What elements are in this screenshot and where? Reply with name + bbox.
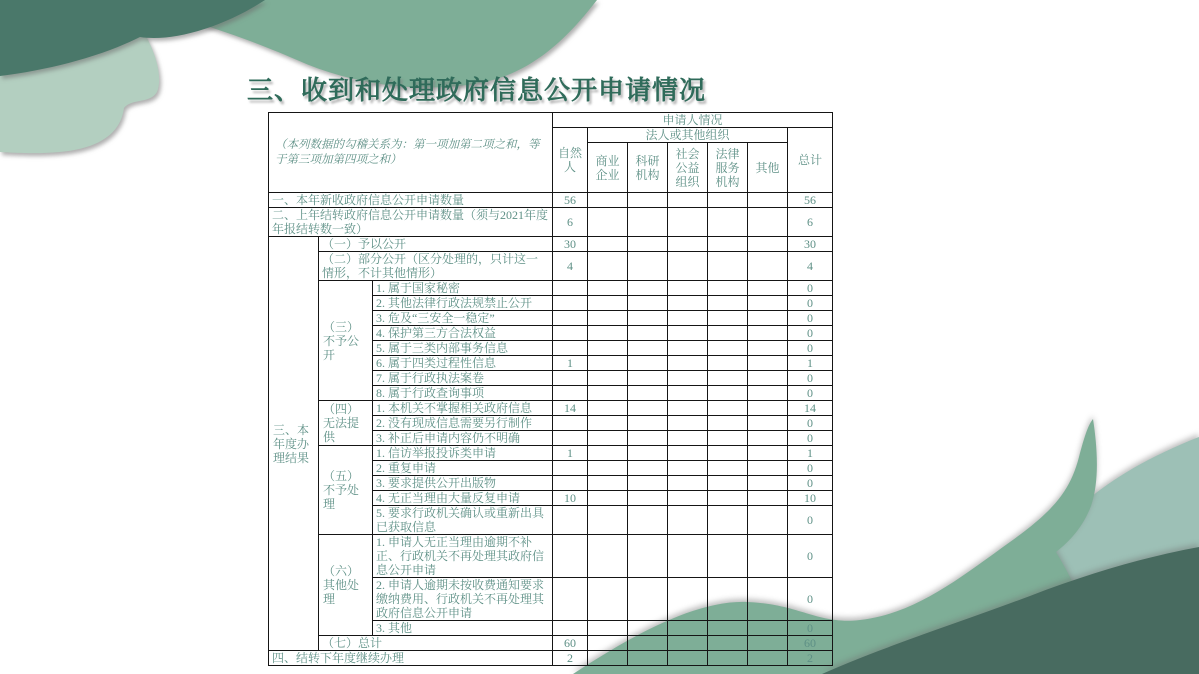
cell-empty bbox=[668, 252, 708, 281]
cell-empty bbox=[628, 491, 668, 506]
item-label: 1. 信访举报投诉类申请 bbox=[373, 446, 553, 461]
cell-value: 4 bbox=[788, 252, 833, 281]
header-total: 总计 bbox=[788, 128, 833, 193]
cell-empty bbox=[628, 326, 668, 341]
cell-empty bbox=[588, 371, 628, 386]
cell-value: 30 bbox=[788, 237, 833, 252]
item-label: 2. 没有现成信息需要另行制作 bbox=[373, 416, 553, 431]
cell-empty bbox=[708, 193, 748, 208]
item-label: 4. 无正当理由大量反复申请 bbox=[373, 491, 553, 506]
cell-empty bbox=[748, 461, 788, 476]
cell-empty bbox=[668, 491, 708, 506]
row-label: （二）部分公开（区分处理的，只计这一情形，不计其他情形） bbox=[319, 252, 553, 281]
section-label-annual-results: 三、本年度办理结果 bbox=[269, 237, 319, 651]
cell-empty bbox=[628, 636, 668, 651]
cell-empty bbox=[708, 476, 748, 491]
header-social: 社会公益组织 bbox=[668, 143, 708, 193]
cell-empty bbox=[588, 237, 628, 252]
cell-empty bbox=[628, 621, 668, 636]
cell-empty bbox=[668, 621, 708, 636]
cell-empty bbox=[628, 296, 668, 311]
cell-empty bbox=[588, 431, 628, 446]
cell-empty bbox=[588, 386, 628, 401]
cell-empty bbox=[668, 281, 708, 296]
cell-empty bbox=[588, 281, 628, 296]
cell-empty bbox=[708, 491, 748, 506]
cell-value bbox=[553, 371, 588, 386]
cell-value: 56 bbox=[553, 193, 588, 208]
cell-empty bbox=[708, 506, 748, 535]
cell-empty bbox=[668, 326, 708, 341]
cell-value bbox=[553, 461, 588, 476]
cell-value: 60 bbox=[553, 636, 588, 651]
group-label-unable-to-provide: （四）无法提供 bbox=[319, 401, 373, 446]
cell-value: 14 bbox=[788, 401, 833, 416]
disclosure-table bbox=[268, 112, 833, 666]
item-label: 3. 补正后申请内容仍不明确 bbox=[373, 431, 553, 446]
cell-value: 0 bbox=[788, 311, 833, 326]
cell-empty bbox=[588, 651, 628, 666]
group-label-not-processed: （五）不予处理 bbox=[319, 446, 373, 535]
cell-empty bbox=[708, 326, 748, 341]
cell-empty bbox=[748, 371, 788, 386]
cell-value: 0 bbox=[788, 371, 833, 386]
item-label: 3. 要求提供公开出版物 bbox=[373, 476, 553, 491]
cell-empty bbox=[588, 578, 628, 621]
cell-empty bbox=[588, 461, 628, 476]
item-label: 1. 属于国家秘密 bbox=[373, 281, 553, 296]
table-note: （本列数据的勾稽关系为：第一项加第二项之和，等于第三项加第四项之和） bbox=[269, 113, 553, 193]
cell-empty bbox=[748, 356, 788, 371]
item-label: 1. 本机关不掌握相关政府信息 bbox=[373, 401, 553, 416]
cell-value bbox=[553, 476, 588, 491]
cell-empty bbox=[748, 341, 788, 356]
cell-empty bbox=[668, 371, 708, 386]
cell-empty bbox=[628, 252, 668, 281]
cell-empty bbox=[708, 461, 748, 476]
cell-empty bbox=[748, 476, 788, 491]
item-label: 2. 其他法律行政法规禁止公开 bbox=[373, 296, 553, 311]
cell-empty bbox=[588, 193, 628, 208]
cell-empty bbox=[708, 621, 748, 636]
cell-empty bbox=[748, 446, 788, 461]
cell-empty bbox=[628, 356, 668, 371]
cell-empty bbox=[748, 326, 788, 341]
cell-empty bbox=[628, 193, 668, 208]
cell-empty bbox=[628, 446, 668, 461]
cell-empty bbox=[628, 401, 668, 416]
cell-value bbox=[553, 621, 588, 636]
header-natural-person: 自然人 bbox=[553, 128, 588, 193]
cell-empty bbox=[668, 386, 708, 401]
item-label: 2. 重复申请 bbox=[373, 461, 553, 476]
cell-empty bbox=[708, 296, 748, 311]
cell-empty bbox=[668, 476, 708, 491]
cell-empty bbox=[588, 296, 628, 311]
cell-empty bbox=[668, 535, 708, 578]
cell-empty bbox=[708, 636, 748, 651]
group-label-not-disclosed: （三）不予公开 bbox=[319, 281, 373, 401]
item-label: 6. 属于四类过程性信息 bbox=[373, 356, 553, 371]
cell-empty bbox=[588, 506, 628, 535]
cell-empty bbox=[748, 431, 788, 446]
cell-value bbox=[553, 416, 588, 431]
cell-value: 1 bbox=[788, 446, 833, 461]
cell-empty bbox=[708, 431, 748, 446]
cell-empty bbox=[708, 651, 748, 666]
cell-empty bbox=[708, 386, 748, 401]
cell-empty bbox=[628, 311, 668, 326]
cell-empty bbox=[668, 446, 708, 461]
cell-value: 0 bbox=[788, 461, 833, 476]
item-label: 7. 属于行政执法案卷 bbox=[373, 371, 553, 386]
cell-empty bbox=[628, 461, 668, 476]
cell-empty bbox=[588, 446, 628, 461]
cell-value: 60 bbox=[788, 636, 833, 651]
cell-empty bbox=[748, 237, 788, 252]
cell-empty bbox=[708, 281, 748, 296]
cell-value: 10 bbox=[553, 491, 588, 506]
cell-value bbox=[553, 311, 588, 326]
cell-empty bbox=[668, 296, 708, 311]
cell-empty bbox=[588, 252, 628, 281]
cell-value: 0 bbox=[788, 506, 833, 535]
cell-value bbox=[553, 296, 588, 311]
header-legal-service: 法律服务机构 bbox=[708, 143, 748, 193]
cell-empty bbox=[668, 341, 708, 356]
cell-value bbox=[553, 578, 588, 621]
cell-value: 0 bbox=[788, 621, 833, 636]
header-business: 商业企业 bbox=[588, 143, 628, 193]
cell-empty bbox=[708, 237, 748, 252]
cell-empty bbox=[628, 535, 668, 578]
cell-empty bbox=[748, 296, 788, 311]
cell-empty bbox=[748, 535, 788, 578]
item-label: 8. 属于行政查询事项 bbox=[373, 386, 553, 401]
cell-empty bbox=[588, 326, 628, 341]
cell-empty bbox=[708, 208, 748, 237]
item-label: 2. 申请人逾期未按收费通知要求缴纳费用、行政机关不再处理其政府信息公开申请 bbox=[373, 578, 553, 621]
cell-empty bbox=[668, 208, 708, 237]
cell-empty bbox=[708, 371, 748, 386]
cell-empty bbox=[628, 386, 668, 401]
cell-empty bbox=[748, 578, 788, 621]
cell-value: 0 bbox=[788, 416, 833, 431]
cell-empty bbox=[668, 506, 708, 535]
cell-empty bbox=[668, 461, 708, 476]
cell-value bbox=[553, 341, 588, 356]
cell-empty bbox=[708, 446, 748, 461]
cell-value: 6 bbox=[788, 208, 833, 237]
cell-empty bbox=[668, 356, 708, 371]
cell-empty bbox=[628, 281, 668, 296]
header-applicant-situation: 申请人情况 bbox=[553, 113, 833, 128]
cell-empty bbox=[588, 341, 628, 356]
cell-value: 0 bbox=[788, 535, 833, 578]
row-label-carried-forward: 四、结转下年度继续办理 bbox=[269, 651, 553, 666]
cell-empty bbox=[668, 636, 708, 651]
cell-value: 2 bbox=[788, 651, 833, 666]
cell-empty bbox=[708, 535, 748, 578]
cell-empty bbox=[588, 416, 628, 431]
cell-empty bbox=[708, 356, 748, 371]
cell-empty bbox=[668, 578, 708, 621]
cell-value: 30 bbox=[553, 237, 588, 252]
cell-empty bbox=[748, 208, 788, 237]
header-research: 科研机构 bbox=[628, 143, 668, 193]
row-label-grand-total: （七）总计 bbox=[319, 636, 553, 651]
cell-value bbox=[553, 326, 588, 341]
cell-empty bbox=[748, 311, 788, 326]
cell-empty bbox=[628, 651, 668, 666]
cell-empty bbox=[708, 341, 748, 356]
item-label: 3. 其他 bbox=[373, 621, 553, 636]
cell-empty bbox=[588, 476, 628, 491]
item-label: 4. 保护第三方合法权益 bbox=[373, 326, 553, 341]
cell-empty bbox=[748, 491, 788, 506]
cell-empty bbox=[748, 621, 788, 636]
cell-value: 4 bbox=[553, 252, 588, 281]
cell-value: 14 bbox=[553, 401, 588, 416]
cell-empty bbox=[588, 208, 628, 237]
cell-value bbox=[553, 386, 588, 401]
cell-value bbox=[553, 506, 588, 535]
cell-value: 0 bbox=[788, 326, 833, 341]
cell-empty bbox=[628, 341, 668, 356]
cell-empty bbox=[668, 401, 708, 416]
cell-empty bbox=[748, 281, 788, 296]
slide-title: 三、收到和处理政府信息公开申请情况 bbox=[247, 75, 707, 105]
cell-empty bbox=[708, 578, 748, 621]
cell-empty bbox=[628, 578, 668, 621]
cell-empty bbox=[628, 371, 668, 386]
cell-empty bbox=[668, 431, 708, 446]
cell-empty bbox=[708, 311, 748, 326]
cell-empty bbox=[588, 491, 628, 506]
cell-empty bbox=[668, 651, 708, 666]
cell-empty bbox=[668, 237, 708, 252]
cell-empty bbox=[588, 621, 628, 636]
cell-empty bbox=[748, 416, 788, 431]
cell-value: 0 bbox=[788, 341, 833, 356]
cell-empty bbox=[588, 311, 628, 326]
item-label: 5. 要求行政机关确认或重新出具已获取信息 bbox=[373, 506, 553, 535]
cell-empty bbox=[628, 506, 668, 535]
cell-empty bbox=[668, 193, 708, 208]
cell-value: 0 bbox=[788, 476, 833, 491]
cell-value bbox=[553, 281, 588, 296]
cell-value: 1 bbox=[553, 446, 588, 461]
cell-value: 2 bbox=[553, 651, 588, 666]
cell-empty bbox=[628, 476, 668, 491]
row-label: （一）予以公开 bbox=[319, 237, 553, 252]
item-label: 5. 属于三类内部事务信息 bbox=[373, 341, 553, 356]
row-label: 二、上年结转政府信息公开申请数量（须与2021年度年报结转数一致） bbox=[269, 208, 553, 237]
cell-empty bbox=[748, 252, 788, 281]
cell-empty bbox=[748, 651, 788, 666]
cell-empty bbox=[708, 416, 748, 431]
cell-value: 0 bbox=[788, 386, 833, 401]
cell-empty bbox=[628, 208, 668, 237]
cell-value: 1 bbox=[553, 356, 588, 371]
cell-empty bbox=[668, 416, 708, 431]
cell-empty bbox=[628, 416, 668, 431]
cell-empty bbox=[628, 237, 668, 252]
cell-empty bbox=[748, 506, 788, 535]
item-label: 3. 危及“三安全一稳定” bbox=[373, 311, 553, 326]
cell-value: 6 bbox=[553, 208, 588, 237]
cell-empty bbox=[588, 636, 628, 651]
cell-value: 0 bbox=[788, 431, 833, 446]
cell-value: 0 bbox=[788, 281, 833, 296]
cell-empty bbox=[588, 535, 628, 578]
cell-empty bbox=[748, 401, 788, 416]
cell-value: 10 bbox=[788, 491, 833, 506]
cell-empty bbox=[628, 431, 668, 446]
row-label: 一、本年新收政府信息公开申请数量 bbox=[269, 193, 553, 208]
cell-empty bbox=[748, 636, 788, 651]
cell-value bbox=[553, 535, 588, 578]
header-legal-org: 法人或其他组织 bbox=[588, 128, 788, 143]
header-other: 其他 bbox=[748, 143, 788, 193]
cell-empty bbox=[708, 252, 748, 281]
item-label: 1. 申请人无正当理由逾期不补正、行政机关不再处理其政府信息公开申请 bbox=[373, 535, 553, 578]
cell-empty bbox=[708, 401, 748, 416]
cell-empty bbox=[748, 386, 788, 401]
cell-value: 1 bbox=[788, 356, 833, 371]
cell-empty bbox=[588, 356, 628, 371]
group-label-other-processing: （六）其他处理 bbox=[319, 535, 373, 636]
cell-value: 0 bbox=[788, 296, 833, 311]
cell-empty bbox=[668, 311, 708, 326]
cell-value: 0 bbox=[788, 578, 833, 621]
cell-value bbox=[553, 431, 588, 446]
cell-value: 56 bbox=[788, 193, 833, 208]
cell-empty bbox=[748, 193, 788, 208]
cell-empty bbox=[588, 401, 628, 416]
